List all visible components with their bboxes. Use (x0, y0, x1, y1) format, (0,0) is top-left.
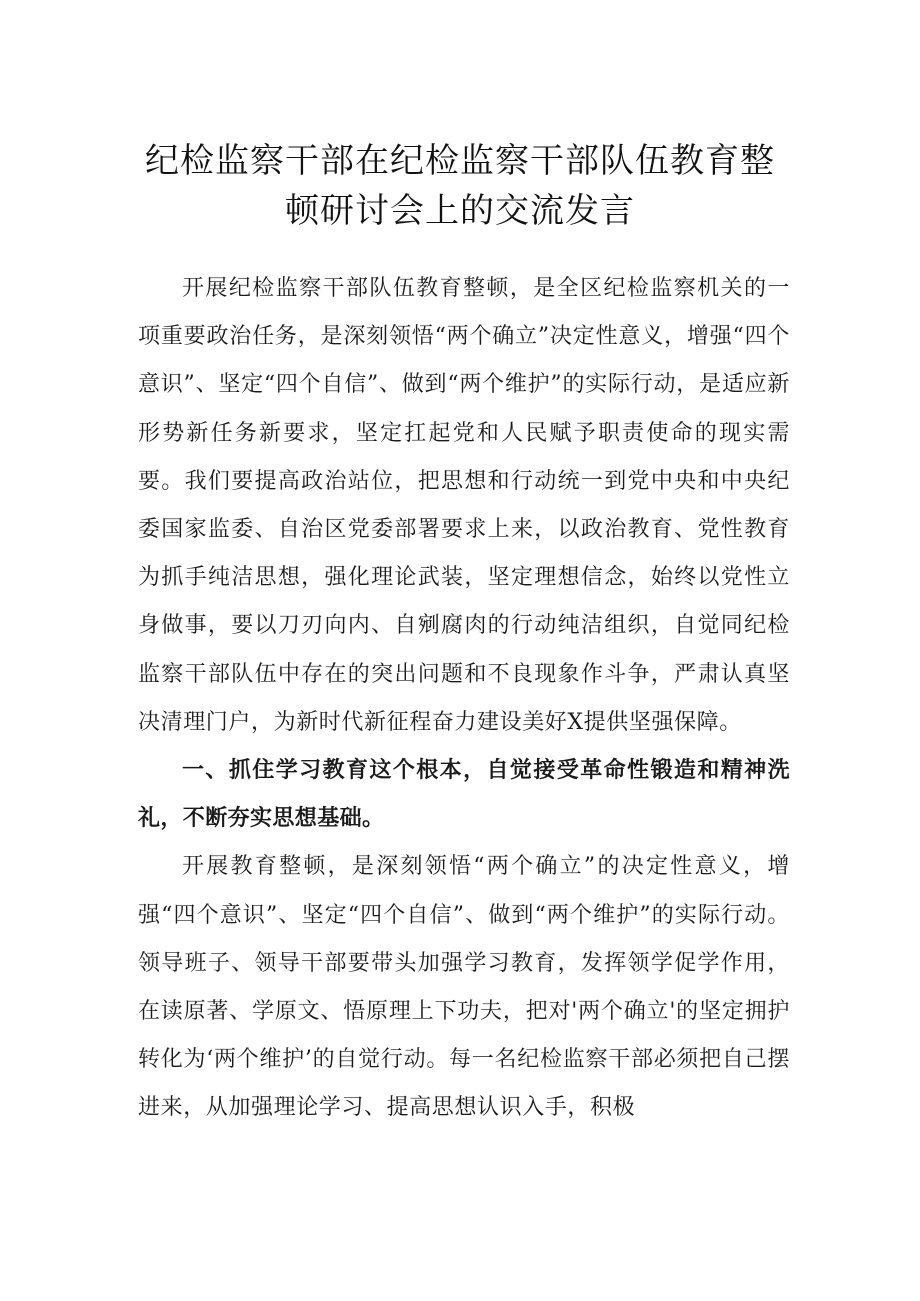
paragraph-intro: 开展纪检监察干部队伍教育整顿，是全区纪检监察机关的一项重要政治任务，是深刻领悟“两个确立”决定性意义，增强“四个意识”、坚定“四个自信”、做到“两个维护”的实际行动，是适应新形势新任务新要求，坚定扛起党和人民赋予职责使命的现实需要。我们要提高政治站位，把思想和行动统一到党中央和中央纪委国家监委、自治区党委部署要求上来，以政治教育、党性教育为抓手纯洁思想，强化理论武装，坚定理想信念，始终以党性立身做事，要以刀刃向内、自剜腐肉的行动纯洁组织，自觉同纪检监察干部队伍中存在的突出问题和不良现象作斗争，严肃认真坚决清理门户，为新时代新征程奋力建设美好X提供坚强保障。 (138, 276, 790, 735)
document-body (138, 265, 790, 1133)
title-line-2: 顿研讨会上的交流发言 (285, 191, 635, 231)
title-line-1: 纪检监察干部在纪检监察干部队伍教育整 (145, 141, 775, 181)
section-heading-1: 一、抓住学习教育这个根本，自觉接受革命性锻造和精神洗礼，不断夯实思想基础。 (138, 758, 790, 832)
paragraph-section-1: 开展教育整顿，是深刻领悟“两个确立”的决定性意义，增强“四个意识”、坚定“四个自信”、做到“两个维护”的实际行动。领导班子、领导干部要带头加强学习教育，发挥领学促学作用，在读原著、学原文、悟原理上下功夫，把对'两个确立'的坚定拥护转化为‘两个维护’的自觉行动。每一名纪检监察干部必须把自己摆进来，从加强理论学习、提高思想认识入手，积极 (138, 854, 790, 1121)
document-title (120, 136, 800, 236)
